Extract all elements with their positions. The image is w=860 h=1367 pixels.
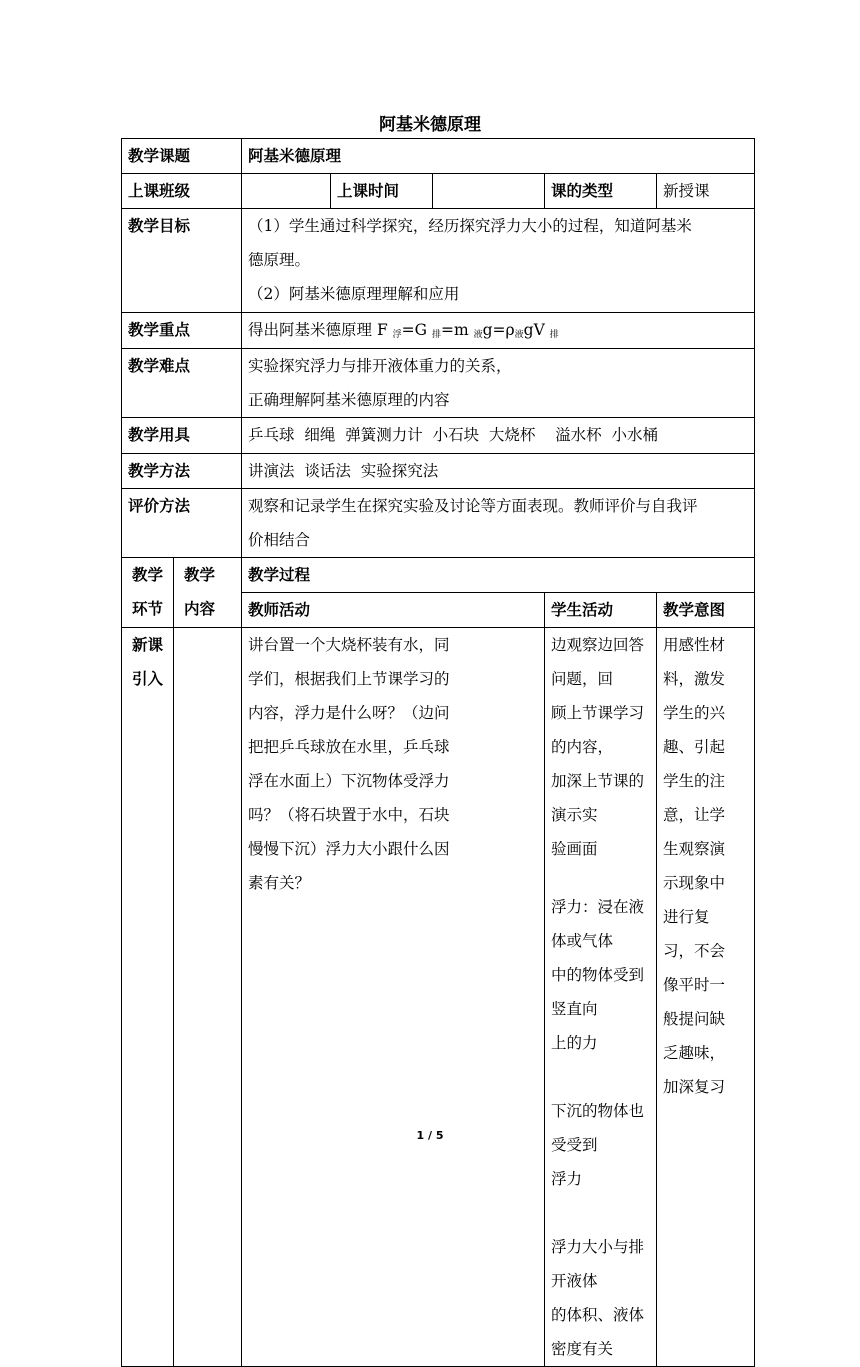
goals-line: （2）阿基米德原理理解和应用 <box>248 285 460 303</box>
intent-line: 加深复习 <box>663 1078 726 1096</box>
teacher-line: 浮在水面上）下沉物体受浮力 <box>248 772 450 790</box>
student-line: 中的物体受到竖直向 <box>551 966 645 1018</box>
goals-value <box>242 209 755 313</box>
row-evaluation <box>122 489 755 558</box>
key-text: 得出阿基米德原理 F <box>248 321 393 339</box>
intent-header: 教学意图 <box>657 593 755 628</box>
content-header <box>174 558 242 628</box>
stage-line: 新课 <box>132 636 164 654</box>
stage-header <box>122 558 174 628</box>
teacher-line: 吗？（将石块置于水中，石块 <box>248 806 450 824</box>
student-line: 浮力：浸在液体或气体 <box>551 898 645 950</box>
spacer <box>551 1196 650 1230</box>
teaching-intent <box>657 628 755 1367</box>
teacher-line: 把把乒乓球放在水里，乒乓球 <box>248 738 450 756</box>
type-value: 新授课 <box>657 174 755 209</box>
intent-line: 生观察演 <box>663 840 726 858</box>
intent-line: 进行复 <box>663 908 710 926</box>
teacher-line: 慢慢下沉）浮力大小跟什么因 <box>248 840 450 858</box>
teacher-line: 素有关？ <box>248 874 311 892</box>
type-label: 课的类型 <box>545 174 657 209</box>
student-line: 浮力大小与排开液体 <box>551 1238 645 1290</box>
time-label: 上课时间 <box>331 174 433 209</box>
class-value <box>242 174 331 209</box>
intent-line: 意，让学 <box>663 806 726 824</box>
evaluation-line: 价相结合 <box>248 531 311 549</box>
student-line: 上的力 <box>551 1034 598 1052</box>
row-goals <box>122 209 755 313</box>
lesson-plan-table <box>121 138 755 1367</box>
subscript: 液 <box>514 330 524 340</box>
student-line: 顾上节课学习的内容， <box>551 704 645 756</box>
goals-label: 教学目标 <box>122 209 242 313</box>
student-line: 验画面 <box>551 840 598 858</box>
intent-line: 料，激发 <box>663 670 726 688</box>
teacher-header: 教师活动 <box>242 593 545 628</box>
topic-value: 阿基米德原理 <box>242 139 755 174</box>
method-value: 讲演法 谈话法 实验探究法 <box>242 454 755 489</box>
evaluation-label: 评价方法 <box>122 489 242 558</box>
intent-line: 学生的注 <box>663 772 726 790</box>
difficulty-label: 教学难点 <box>122 349 242 418</box>
student-line: 边观察边回答问题，回 <box>551 636 645 688</box>
intent-line: 用感性材 <box>663 636 726 654</box>
key-formula <box>242 313 755 349</box>
row-difficulty <box>122 349 755 418</box>
student-line: 加深上节课的演示实 <box>551 772 645 824</box>
process-label: 教学过程 <box>242 558 755 593</box>
key-label: 教学重点 <box>122 313 242 349</box>
row-topic <box>122 139 755 174</box>
page-number: 1 / 5 <box>416 1129 444 1142</box>
student-line: 下沉的物体也受受到 <box>551 1102 645 1154</box>
formula-part: g=ρ <box>482 321 515 339</box>
class-label: 上课班级 <box>122 174 242 209</box>
row-key-point <box>122 313 755 349</box>
content-header-line: 内容 <box>184 600 216 618</box>
content-intro <box>174 628 242 1367</box>
difficulty-value <box>242 349 755 418</box>
student-line: 的体积、液体密度有关 <box>551 1306 645 1358</box>
spacer <box>551 866 650 890</box>
stage-line: 引入 <box>132 670 164 688</box>
time-value <box>433 174 545 209</box>
goals-line: 德原理。 <box>248 251 311 269</box>
formula-part: =G <box>401 321 432 339</box>
formula-part: =m <box>440 321 474 339</box>
student-header: 学生活动 <box>545 593 657 628</box>
teacher-line: 讲台置一个大烧杯装有水，同 <box>248 636 450 654</box>
spacer <box>551 1060 650 1094</box>
goals-line: （1）学生通过科学探究，经历探究浮力大小的过程，知道阿基米 <box>248 217 692 235</box>
subscript: 排 <box>431 330 441 340</box>
student-activity <box>545 628 657 1367</box>
row-process-header <box>122 558 755 593</box>
difficulty-line: 实验探究浮力与排开液体重力的关系， <box>248 357 512 375</box>
intent-line: 乏趣味， <box>663 1044 726 1062</box>
stage-intro <box>122 628 174 1367</box>
intent-line: 般提问缺 <box>663 1010 726 1028</box>
page-title: 阿基米德原理 <box>379 115 481 135</box>
subscript: 排 <box>549 330 559 340</box>
intent-line: 学生的兴 <box>663 704 726 722</box>
subscript: 浮 <box>392 330 402 340</box>
teacher-line: 学们，根据我们上节课学习的 <box>248 670 450 688</box>
evaluation-line: 观察和记录学生在探究实验及讨论等方面表现。教师评价与自我评 <box>248 497 698 515</box>
row-tools <box>122 418 755 454</box>
intent-line: 像平时一 <box>663 976 726 994</box>
row-intro <box>122 628 755 1367</box>
student-line: 浮力 <box>551 1170 583 1188</box>
intent-line: 示现象中 <box>663 874 726 892</box>
teacher-line: 内容，浮力是什么呀？（边问 <box>248 704 450 722</box>
evaluation-value <box>242 489 755 558</box>
row-class <box>122 174 755 209</box>
content-header-line: 教学 <box>184 566 216 584</box>
subscript: 液 <box>473 330 483 340</box>
method-label: 教学方法 <box>122 454 242 489</box>
stage-header-line: 环节 <box>132 600 164 618</box>
topic-label: 教学课题 <box>122 139 242 174</box>
formula-part: gV <box>523 321 550 339</box>
tools-value: 乒乓球 细绳 弹簧测力计 小石块 大烧杯 溢水杯 小水桶 <box>242 418 755 454</box>
stage-header-line: 教学 <box>132 566 164 584</box>
tools-label: 教学用具 <box>122 418 242 454</box>
teacher-activity <box>242 628 545 1367</box>
row-method <box>122 454 755 489</box>
intent-line: 趣、引起 <box>663 738 726 756</box>
intent-line: 习，不会 <box>663 942 726 960</box>
difficulty-line: 正确理解阿基米德原理的内容 <box>248 391 450 409</box>
